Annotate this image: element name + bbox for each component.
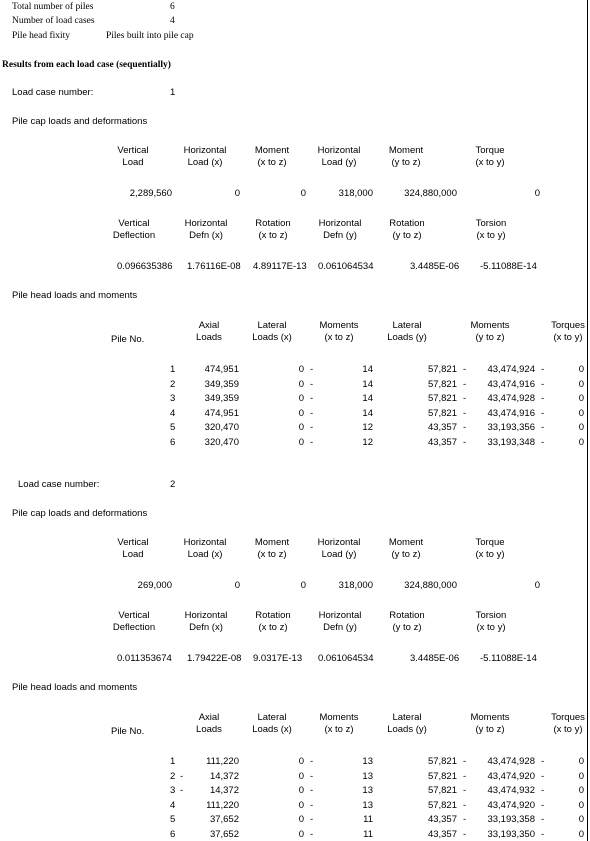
negative-sign: - (180, 770, 184, 782)
axial-load: 14,372 (209, 770, 239, 782)
pile-header: Torques (x to y) (551, 712, 585, 735)
cap-load-header: Horizontal Load (x) (183, 145, 227, 168)
deformation-header: Rotation (y to z) (389, 610, 425, 633)
deformation-header: Vertical Deflection (112, 218, 156, 241)
pile-header: Axial Loads (196, 712, 222, 735)
moment-xz: 11 (363, 814, 373, 825)
cap-load-header: Horizontal Load (y) (317, 145, 361, 168)
pile-number: 1 (170, 756, 176, 767)
negative-sign: - (463, 785, 467, 796)
deformation-value: 0.061064534 (318, 261, 374, 272)
axial-load: 14,372 (209, 785, 239, 796)
pile-header: Moments (x to z) (319, 712, 359, 735)
negative-sign: - (463, 799, 467, 811)
lateral-load-y: 57,821 (427, 393, 457, 404)
torque: 0 (578, 393, 584, 404)
pile-header: Lateral Loads (y) (387, 712, 427, 735)
negative-sign: - (463, 393, 467, 404)
pile-section-heading: Pile head loads and moments (12, 682, 138, 693)
cap-load-value: 269,000 (137, 580, 172, 591)
lateral-load-x: 0 (298, 378, 304, 390)
negative-sign: - (541, 756, 545, 767)
cap-load-value: 0 (234, 188, 240, 199)
negative-sign: - (541, 407, 545, 419)
torque: 0 (578, 422, 584, 433)
pile-number: 6 (170, 436, 176, 448)
axial-load: 474,951 (204, 407, 239, 419)
pile-header: Lateral Loads (x) (252, 320, 292, 343)
torque: 0 (578, 828, 584, 840)
moment-xz: 13 (362, 785, 373, 796)
moment-xz: 13 (362, 770, 373, 782)
deformation-value: 0.061064534 (318, 653, 374, 664)
cap-load-header: Vertical Load (117, 537, 149, 560)
negative-sign: - (310, 407, 314, 419)
pile-number: 3 (170, 785, 176, 796)
lateral-load-y: 43,357 (427, 422, 457, 433)
negative-sign: - (541, 378, 545, 390)
pile-number: 5 (170, 422, 176, 433)
deformation-header: Horizontal Defn (x) (184, 610, 228, 633)
lateral-load-y: 57,821 (427, 378, 457, 390)
lateral-load-x: 0 (298, 393, 304, 404)
pile-header: Lateral Loads (x) (252, 712, 292, 735)
pile-header: Lateral Loads (y) (387, 320, 427, 343)
cap-load-header: Moment (x to z) (254, 145, 290, 168)
negative-sign: - (541, 799, 545, 811)
negative-sign: - (463, 364, 467, 375)
pile-header: Pile No. (111, 726, 145, 737)
cap-load-value: 0 (534, 188, 540, 199)
negative-sign: - (310, 785, 314, 796)
moment-xz: 11 (363, 828, 373, 840)
torque: 0 (578, 407, 584, 419)
lateral-load-y: 57,821 (427, 770, 457, 782)
torque: 0 (578, 799, 584, 811)
deformation-header: Torsion (x to y) (475, 610, 507, 633)
negative-sign: - (463, 770, 467, 782)
total-piles-value: 6 (170, 2, 175, 12)
deformation-header: Torsion (x to y) (475, 218, 507, 241)
cap-section-heading: Pile cap loads and deformations (12, 508, 148, 519)
lateral-load-y: 43,357 (427, 828, 457, 840)
deformation-header: Horizontal Defn (x) (184, 218, 228, 241)
moment-yz: 43,474,924 (487, 364, 535, 375)
negative-sign: - (463, 814, 467, 825)
lateral-load-x: 0 (298, 770, 304, 782)
negative-sign: - (310, 378, 314, 390)
moment-xz: 13 (362, 799, 373, 811)
cap-load-header: Moment (y to z) (388, 145, 424, 168)
deformation-value: 3.4485E-06 (410, 653, 460, 664)
moment-xz: 13 (362, 756, 373, 767)
negative-sign: - (310, 756, 314, 767)
negative-sign: - (310, 364, 314, 375)
negative-sign: - (310, 799, 314, 811)
fixity-value: Piles built into pile cap (106, 31, 194, 41)
moment-yz: 33,193,348 (487, 436, 535, 448)
pile-header: Pile No. (111, 334, 145, 345)
cap-load-header: Moment (x to z) (254, 537, 290, 560)
cap-load-value: 324,880,000 (404, 188, 457, 199)
axial-load: 37,652 (209, 828, 239, 840)
negative-sign: - (180, 785, 184, 796)
moment-yz: 33,193,350 (487, 828, 535, 840)
negative-sign: - (463, 828, 467, 840)
moment-yz: 43,474,928 (487, 393, 535, 404)
torque: 0 (578, 814, 584, 825)
moment-xz: 14 (362, 364, 373, 375)
cap-load-header: Torque (x to y) (475, 145, 505, 168)
torque: 0 (578, 785, 584, 796)
deformation-value: 1.79422E-08 (187, 653, 242, 664)
load-case-label: Load case number: (18, 479, 100, 490)
moment-xz: 14 (362, 393, 373, 404)
axial-load: 349,359 (204, 393, 239, 404)
lateral-load-y: 43,357 (427, 814, 457, 825)
deformation-header: Rotation (x to z) (255, 218, 291, 241)
load-case-label: Load case number: (12, 87, 94, 98)
torque: 0 (578, 770, 584, 782)
pile-number: 3 (170, 393, 176, 404)
torque: 0 (578, 364, 584, 375)
deformation-value: 4.89117E-13 (253, 261, 307, 272)
load-case-number: 1 (170, 87, 176, 98)
negative-sign: - (541, 828, 545, 840)
moment-yz: 33,193,358 (487, 814, 535, 825)
axial-load: 474,951 (204, 364, 239, 375)
cap-load-value: 0 (300, 580, 306, 591)
axial-load: 37,652 (209, 814, 239, 825)
pile-section-heading: Pile head loads and moments (12, 290, 138, 301)
cap-load-header: Horizontal Load (x) (183, 537, 227, 560)
deformation-value: 0.011353674 (117, 653, 172, 664)
axial-load: 111,220 (206, 799, 239, 811)
moment-yz: 43,474,916 (487, 407, 535, 419)
negative-sign: - (541, 814, 545, 825)
lateral-load-y: 57,821 (427, 756, 457, 767)
lateral-load-x: 0 (298, 785, 304, 796)
negative-sign: - (541, 770, 545, 782)
deformation-value: 1.76116E-08 (187, 261, 241, 272)
load-cases-label: Number of load cases (12, 16, 95, 26)
lateral-load-x: 0 (298, 828, 304, 840)
negative-sign: - (310, 436, 314, 448)
torque: 0 (578, 436, 584, 448)
negative-sign: - (310, 814, 314, 825)
negative-sign: - (463, 756, 467, 767)
pile-number: 2 (170, 770, 176, 782)
deformation-value: -5.11088E-14 (480, 653, 537, 664)
negative-sign: - (541, 436, 545, 448)
cap-load-header: Horizontal Load (y) (317, 537, 361, 560)
lateral-load-y: 57,821 (427, 407, 457, 419)
negative-sign: - (541, 422, 545, 433)
lateral-load-x: 0 (298, 436, 304, 448)
load-cases-value: 4 (170, 16, 175, 26)
pile-number: 2 (170, 378, 176, 390)
cap-section-heading: Pile cap loads and deformations (12, 116, 148, 127)
cap-load-value: 2,289,560 (129, 188, 172, 199)
negative-sign: - (463, 436, 467, 448)
negative-sign: - (541, 393, 545, 404)
moment-yz: 43,474,932 (487, 785, 535, 796)
axial-load: 320,470 (204, 422, 239, 433)
deformation-value: -5.11088E-14 (480, 261, 537, 272)
pile-number: 6 (170, 828, 176, 840)
lateral-load-x: 0 (298, 814, 304, 825)
cap-load-header: Torque (x to y) (475, 537, 505, 560)
negative-sign: - (541, 364, 545, 375)
deformation-header: Rotation (x to z) (255, 610, 291, 633)
torque: 0 (578, 756, 584, 767)
negative-sign: - (463, 422, 467, 433)
moment-yz: 43,474,920 (487, 799, 535, 811)
moment-yz: 33,193,356 (487, 422, 535, 433)
deformation-header: Horizontal Defn (y) (318, 218, 362, 241)
negative-sign: - (310, 422, 314, 433)
deformation-header: Horizontal Defn (y) (318, 610, 362, 633)
fixity-label: Pile head fixity (12, 31, 71, 41)
cap-load-value: 318,000 (338, 580, 373, 591)
deformation-value: 3.4485E-06 (410, 261, 460, 272)
negative-sign: - (463, 378, 467, 390)
deformation-value: 0.096635386 (117, 261, 173, 272)
moment-xz: 14 (362, 407, 373, 419)
pile-header: Moments (y to z) (470, 320, 510, 343)
negative-sign: - (310, 770, 314, 782)
load-case-number: 2 (170, 479, 176, 490)
pile-header: Torques (x to y) (551, 320, 585, 343)
negative-sign: - (310, 393, 314, 404)
lateral-load-x: 0 (298, 756, 304, 767)
negative-sign: - (541, 785, 545, 796)
moment-xz: 12 (362, 436, 373, 448)
pile-number: 4 (170, 799, 176, 811)
lateral-load-x: 0 (298, 422, 304, 433)
pile-header: Moments (y to z) (470, 712, 510, 735)
pile-number: 5 (170, 814, 176, 825)
pile-header: Moments (x to z) (319, 320, 359, 343)
negative-sign: - (310, 828, 314, 840)
axial-load: 349,359 (204, 378, 239, 390)
torque: 0 (578, 378, 584, 390)
axial-load: 320,470 (204, 436, 239, 448)
lateral-load-y: 43,357 (427, 436, 457, 448)
lateral-load-y: 57,821 (427, 785, 457, 796)
moment-xz: 14 (362, 378, 373, 390)
negative-sign: - (463, 407, 467, 419)
deformation-header: Rotation (y to z) (389, 218, 425, 241)
cap-load-header: Moment (y to z) (388, 537, 424, 560)
lateral-load-y: 57,821 (427, 799, 457, 811)
cap-load-value: 0 (300, 188, 306, 199)
deformation-header: Vertical Deflection (112, 610, 156, 633)
cap-load-value: 0 (234, 580, 240, 591)
lateral-load-x: 0 (298, 364, 304, 375)
deformation-value: 9.0317E-13 (253, 653, 303, 664)
cap-load-value: 318,000 (338, 188, 373, 199)
total-piles-label: Total number of piles (12, 2, 94, 12)
results-heading: Results from each load case (sequentially) (2, 60, 171, 70)
moment-yz: 43,474,916 (487, 378, 535, 390)
cap-load-value: 0 (534, 580, 540, 591)
moment-xz: 12 (362, 422, 373, 433)
lateral-load-x: 0 (298, 799, 304, 811)
cap-load-header: Vertical Load (117, 145, 149, 168)
pile-header: Axial Loads (196, 320, 222, 343)
moment-yz: 43,474,928 (487, 756, 535, 767)
axial-load: 111,220 (206, 756, 239, 767)
lateral-load-x: 0 (298, 407, 304, 419)
lateral-load-y: 57,821 (427, 364, 457, 375)
pile-number: 1 (170, 364, 176, 375)
cap-load-value: 324,880,000 (404, 580, 457, 591)
moment-yz: 43,474,920 (487, 770, 535, 782)
pile-number: 4 (170, 407, 176, 419)
